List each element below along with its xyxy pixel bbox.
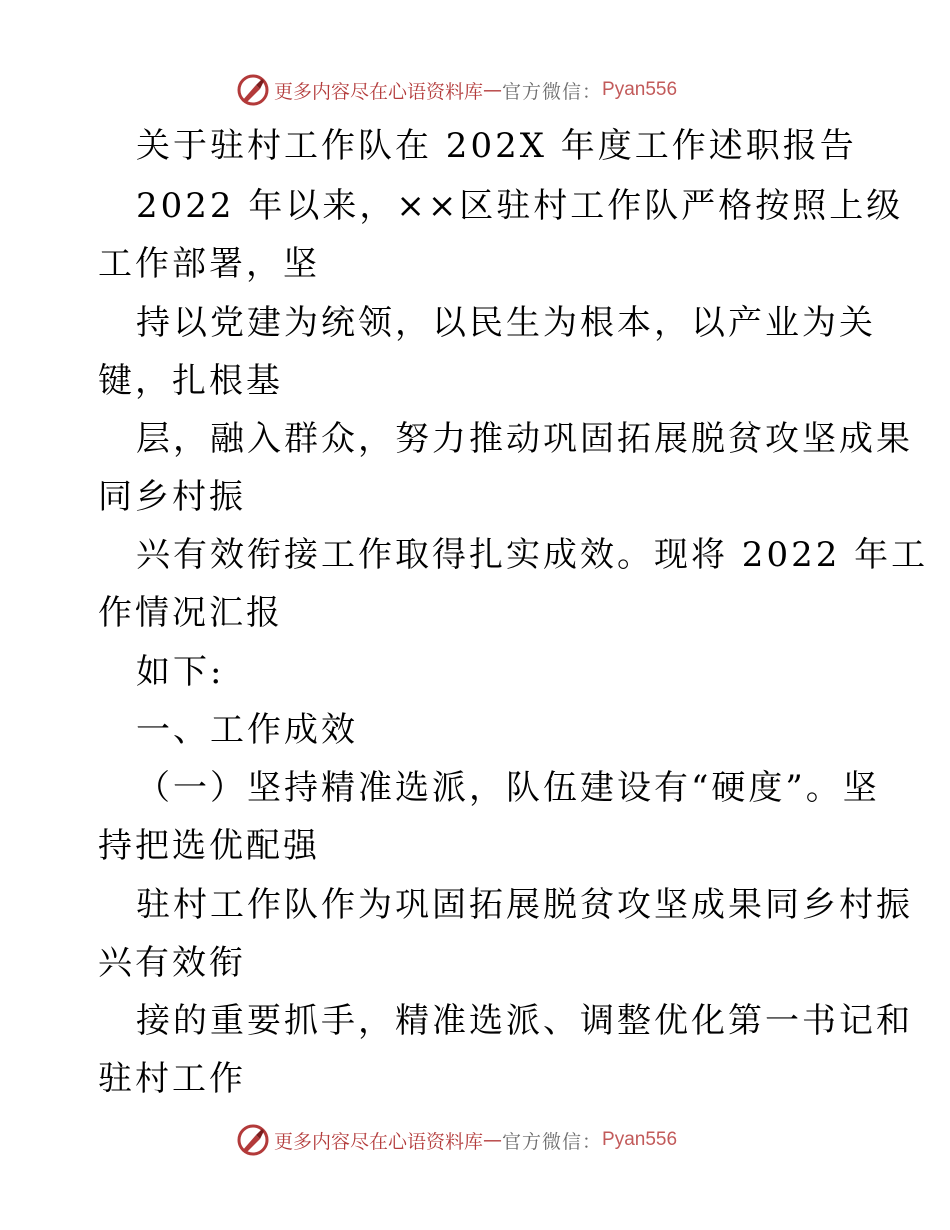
subsection-heading: （一）坚持精准选派，队伍建设有“硬度”。坚 (136, 768, 880, 808)
paragraph-line: 驻村工作队作为巩固拓展脱贫攻坚成果同乡村振 (136, 885, 913, 925)
watermark-wechat-id: Pyan556 (602, 1129, 678, 1150)
footer-watermark (236, 1122, 677, 1158)
paragraph-line: 持以党建为统领，以民生为根本，以产业为关 (136, 303, 876, 343)
watermark-brand: 更多内容尽在心语资料库 (274, 1130, 484, 1153)
paragraph-line: 如下: (136, 652, 225, 692)
document-title: 关于驻村工作队在 202X 年度工作述职报告 (136, 126, 857, 166)
paragraph-line: 键，扎根基 (98, 361, 283, 401)
watermark-dash: — (483, 79, 503, 101)
paragraph-line: 驻村工作 (98, 1059, 246, 1099)
watermark-wechat-label: 官方微信： (502, 1130, 603, 1153)
pen-nib-circle-icon (236, 1123, 270, 1157)
pen-nib-circle-icon (236, 73, 270, 107)
section-heading: 一、工作成效 (136, 710, 358, 750)
watermark-wechat-id: Pyan556 (602, 79, 678, 100)
paragraph-line: 工作部署，坚 (98, 244, 320, 284)
watermark-dash: — (483, 1129, 503, 1151)
paragraph-line: 兴有效衔 (98, 943, 246, 983)
header-watermark (236, 72, 677, 108)
paragraph-line: 层，融入群众，努力推动巩固拓展脱贫攻坚成果 (136, 419, 913, 459)
paragraph-line: 接的重要抓手，精准选派、调整优化第一书记和 (136, 1001, 913, 1041)
paragraph-line: 持把选优配强 (98, 826, 320, 866)
watermark-brand: 更多内容尽在心语资料库 (274, 80, 484, 103)
watermark-wechat-label: 官方微信： (502, 80, 603, 103)
paragraph-line: 兴有效衔接工作取得扎实成效。现将 2022 年工 (136, 535, 929, 575)
paragraph-line: 2022 年以来，××区驻村工作队严格按照上级 (136, 186, 904, 226)
paragraph-line: 作情况汇报 (98, 593, 283, 633)
paragraph-line: 同乡村振 (98, 477, 246, 517)
